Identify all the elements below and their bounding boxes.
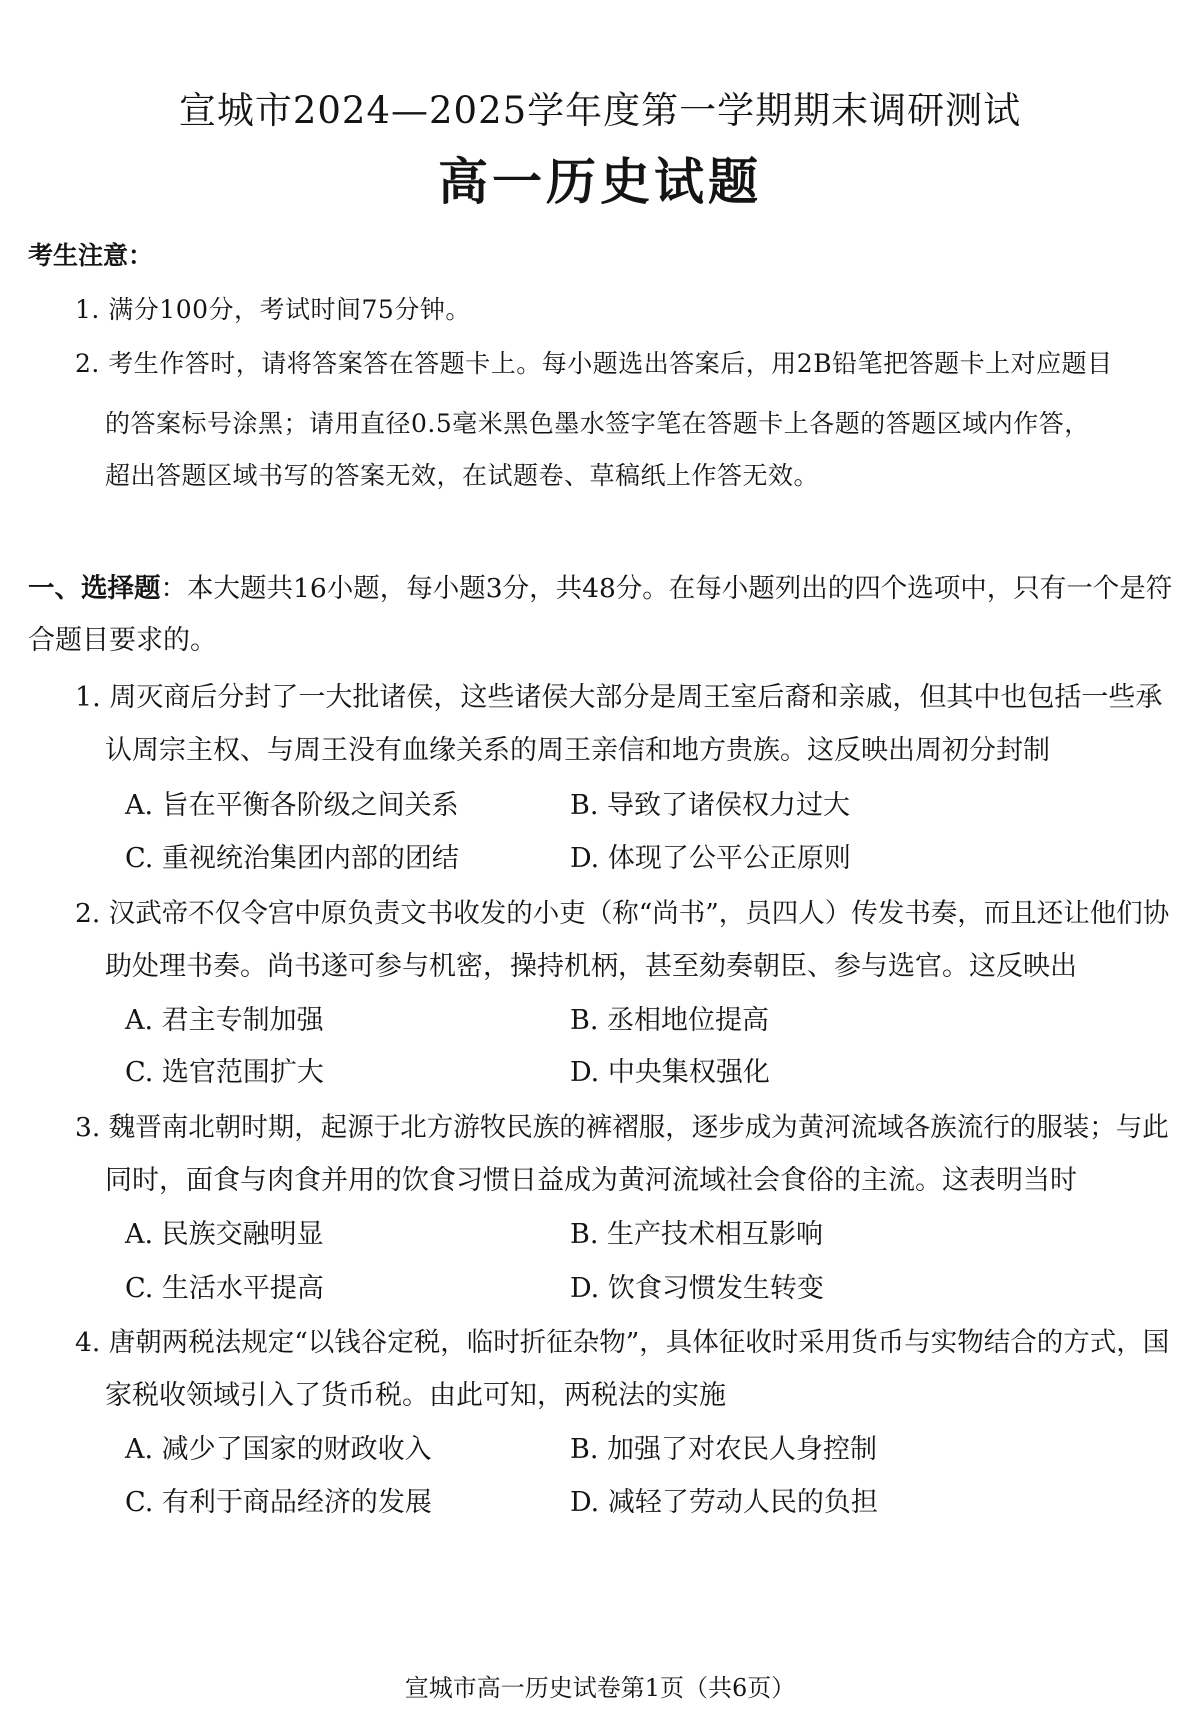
question-2-stem-line-2: 助处理书奏。尚书遂可参与机密，操持机柄，甚至劾奏朝臣、参与选官。这反映出 — [105, 951, 1077, 982]
question-3-stem-line-1: 3. 魏晋南北朝时期，起源于北方游牧民族的裤褶服，逐步成为黄河流域各族流行的服装；与此 — [75, 1112, 1169, 1143]
question-1-option-c: C. 重视统治集团内部的团结 — [125, 843, 459, 874]
question-3-option-c: C. 生活水平提高 — [125, 1273, 324, 1304]
question-4-option-c: C. 有利于商品经济的发展 — [125, 1487, 432, 1518]
question-2-option-a: A. 君主专制加强 — [125, 1005, 324, 1036]
question-1-stem-line-2: 认周宗主权、与周王没有血缘关系的周王亲信和地方贵族。这反映出周初分封制 — [105, 735, 1050, 766]
exam-title: 宣城市2024—2025学年度第一学期期末调研测试 — [178, 89, 1022, 132]
subject-title: 高一历史试题 — [438, 153, 762, 211]
question-4-option-a: A. 减少了国家的财政收入 — [125, 1434, 432, 1465]
question-2-stem-line-1: 2. 汉武帝不仅令宫中原负责文书收发的小吏（称“尚书”，员四人）传发书奏，而且还让他们协 — [75, 898, 1170, 929]
question-3-stem-line-2: 同时，面食与肉食并用的饮食习惯日益成为黄河流域社会食俗的主流。这表明当时 — [105, 1165, 1077, 1196]
question-1-stem-line-1: 1. 周灭商后分封了一大批诸侯，这些诸侯大部分是周王室后裔和亲戚，但其中也包括一些承 — [75, 682, 1163, 713]
section-label: 一、选择题 — [28, 573, 161, 604]
question-1-option-b: B. 导致了诸侯权力过大 — [570, 790, 851, 821]
question-2-option-c: C. 选官范围扩大 — [125, 1057, 324, 1088]
notice-item-2-line-2: 的答案标号涂黑；请用直径0.5毫米黑色墨水签字笔在答题卡上各题的答题区域内作答， — [105, 409, 1090, 438]
question-2-option-d: D. 中央集权强化 — [570, 1057, 770, 1088]
question-4-stem-line-1: 4. 唐朝两税法规定“以钱谷定税，临时折征杂物”，具体征收时采用货币与实物结合的方式，国 — [75, 1327, 1170, 1358]
question-4-stem-line-2: 家税收领域引入了货币税。由此可知，两税法的实施 — [105, 1380, 726, 1411]
section-intro-line-2: 合题目要求的。 — [28, 625, 217, 656]
question-4-option-d: D. 减轻了劳动人民的负担 — [570, 1487, 878, 1518]
section-intro-text: ：本大题共16小题，每小题3分，共48分。在每小题列出的四个选项中，只有一个是符 — [160, 573, 1173, 604]
notice-item-2-line-1: 2. 考生作答时，请将答案答在答题卡上。每小题选出答案后，用2B铅笔把答题卡上对应题目 — [75, 349, 1113, 378]
page-footer: 宣城市高一历史试卷第1页（共6页） — [404, 1674, 796, 1702]
question-3-option-a: A. 民族交融明显 — [125, 1219, 324, 1250]
question-2-option-b: B. 丞相地位提高 — [570, 1005, 770, 1036]
section-intro-line-1 — [28, 566, 1172, 605]
question-1-option-a: A. 旨在平衡各阶级之间关系 — [125, 790, 459, 821]
notice-item-1: 1. 满分100分，考试时间75分钟。 — [75, 295, 471, 324]
notice-heading: 考生注意： — [28, 241, 154, 270]
question-3-option-b: B. 生产技术相互影响 — [570, 1219, 824, 1250]
question-4-option-b: B. 加强了对农民人身控制 — [570, 1434, 878, 1465]
question-3-option-d: D. 饮食习惯发生转变 — [570, 1273, 824, 1304]
question-1-option-d: D. 体现了公平公正原则 — [570, 843, 851, 874]
notice-item-2-line-3: 超出答题区域书写的答案无效，在试题卷、草稿纸上作答无效。 — [105, 461, 820, 490]
